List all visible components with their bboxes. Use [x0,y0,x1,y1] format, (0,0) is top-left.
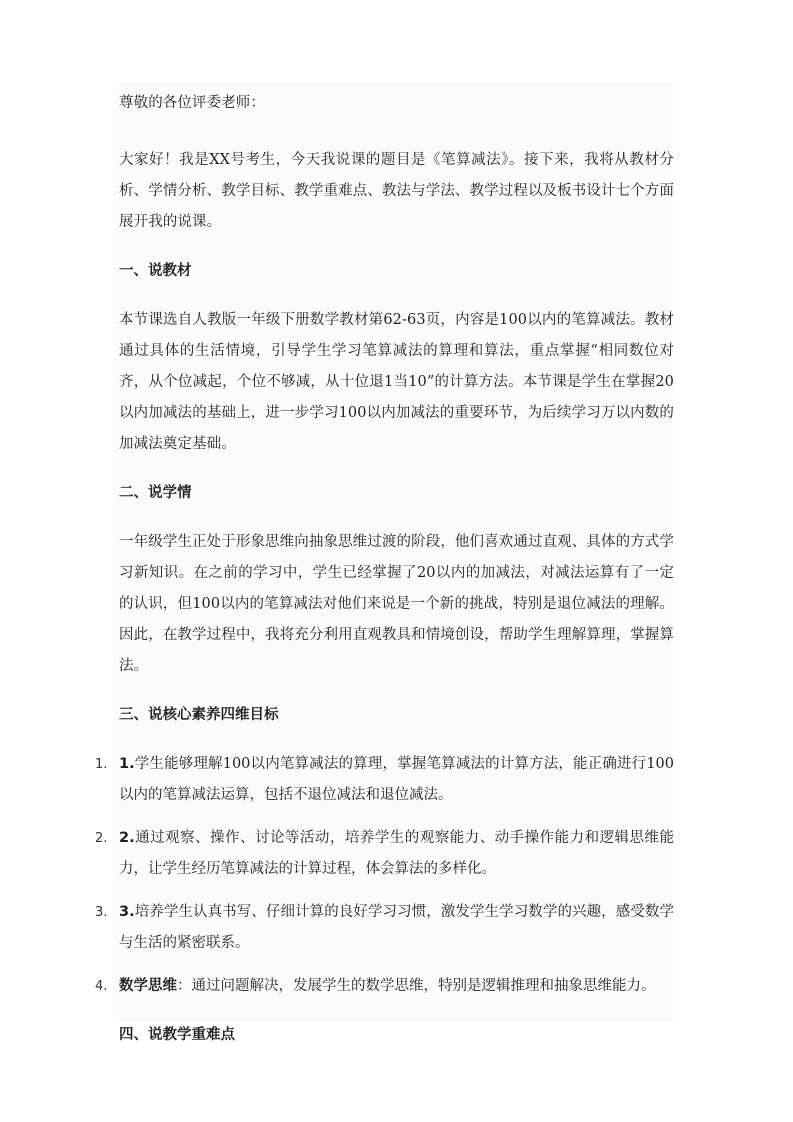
list-item-lead: 3. [119,904,135,920]
list-item [95,823,674,885]
list-item-lead: 数学思维 [119,978,177,994]
list-number: 1. [95,757,108,772]
list-item-lead: 2. [119,830,135,846]
intro-paragraph: 大家好！我是XX号考生，今天我说课的题目是《笔算减法》。接下来，我将从教材分析、学情分析、教学目标、教学重难点、教法与学法、教学过程以及板书设计七个方面展开我的说课。 [119,152,674,230]
list-number: 4. [95,979,108,994]
greeting: 尊敬的各位评委老师： [119,95,265,111]
document-body [95,88,674,1069]
section-heading-textbook: 一、说教材 [119,263,192,279]
section-heading-goals: 三、说核心素养四维目标 [119,707,279,723]
list-item-text: 通过观察、操作、讨论等活动，培养学生的观察能力、动手操作能力和逻辑思维能力，让学生经历笔算减法的计算过程，体会算法的多样化。 [119,830,674,877]
list-item-text: 培养学生认真书写、仔细计算的良好学习习惯，激发学生学习数学的兴趣，感受数学与生活的紧密联系。 [119,904,674,951]
section-text-textbook: 本节课选自人教版一年级下册数学教材第62-63页，内容是100以内的笔算减法。教材通过具体的生活情境，引导学生学习笔算减法的算理和算法，重点掌握“相同数位对齐，从个位减起，个位不够减，从十位退1当10”的计算方法。本节课是学生在掌握20以内加减法的基础上，进一步学习100以内加减法的重要环节，为后续学习万以内数的加减法奠定基础。 [119,312,674,452]
list-item [95,897,674,959]
list-number: 2. [95,831,108,846]
list-number: 3. [95,905,108,920]
list-item-text: 学生能够理解100以内笔算减法的算理，掌握笔算减法的计算方法，能正确进行100以内的笔算减法运算，包括不退位减法和退位减法。 [119,756,674,803]
list-item [95,749,674,811]
section-text-students: 一年级学生正处于形象思维向抽象思维过渡的阶段，他们喜欢通过直观、具体的方式学习新知识。在之前的学习中，学生已经掌握了20以内的加减法，对减法运算有了一定的认识，但100以内的笔算减法对他们来说是一个新的挑战，特别是退位减法的理解。因此，在教学过程中，我将充分利用直观教具和情境创设，帮助学生理解算理，掌握算法。 [119,534,674,674]
section-heading-key-points: 四、说教学重难点 [119,1027,235,1043]
list-item [95,971,674,1002]
list-item-lead: 1. [119,756,135,772]
goals-list [95,749,674,1002]
list-item-separator: ： [177,978,192,994]
section-heading-students: 二、说学情 [119,485,192,501]
list-item-text: 通过问题解决，发展学生的数学思维，特别是逻辑推理和抽象思维能力。 [191,978,656,994]
